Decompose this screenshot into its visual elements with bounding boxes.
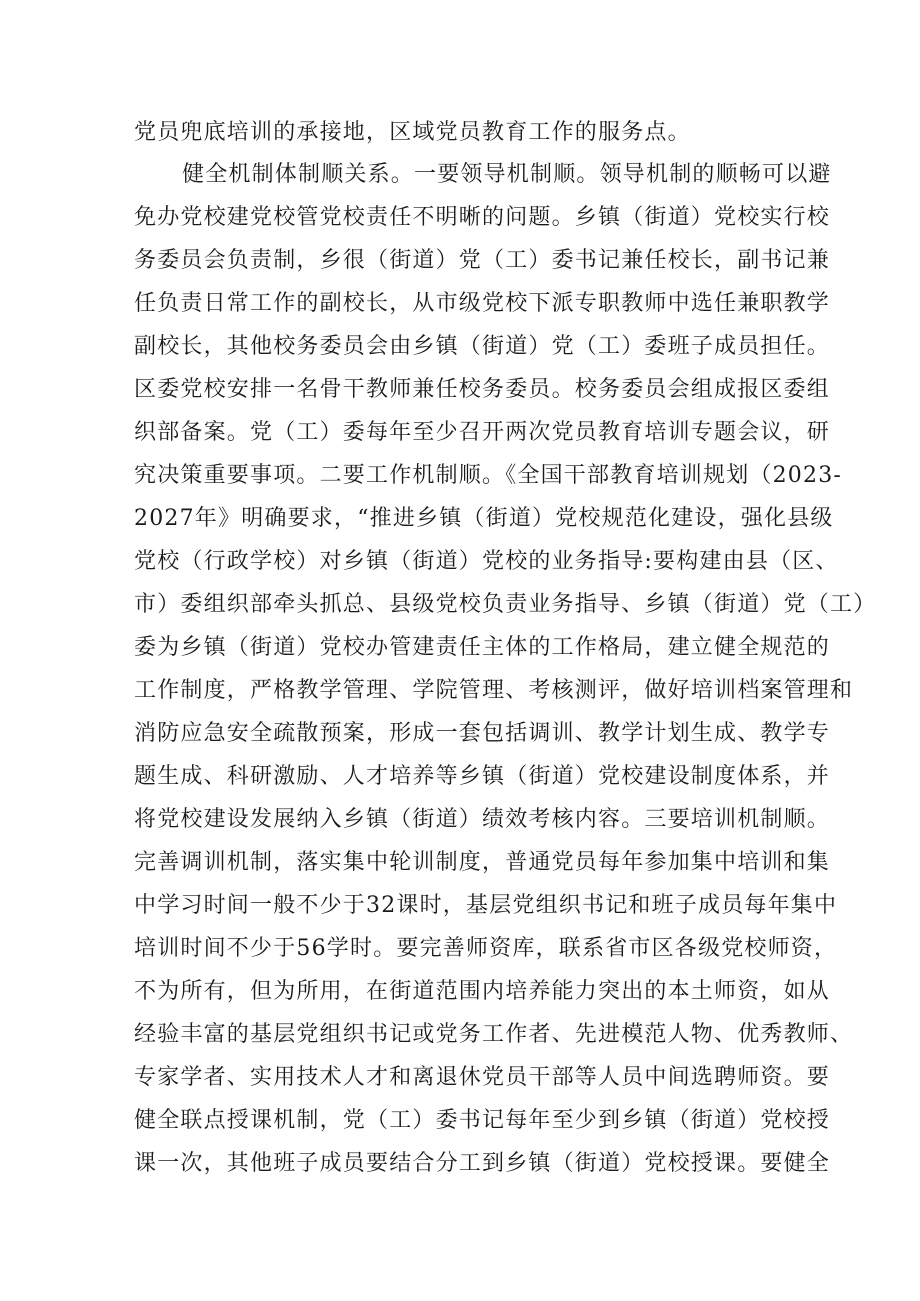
text-line: 消防应急安全疏散预案，形成一套包括调训、教学计划生成、教学专 <box>134 721 831 746</box>
text-line: 区委党校安排一名骨干教师兼任校务委员。校务委员会组成报区委组 <box>134 377 831 402</box>
text-line: 党员兜底培训的承接地，区域党员教育工作的服务点。 <box>134 120 691 145</box>
paragraph-first-line: 健全机制体制顺关系。一要领导机制顺。领导机制的顺畅可以避 <box>182 162 832 187</box>
text-line: 市）委组织部牵头抓总、县级党校负责业务指导、乡镇（街道）党（工） <box>134 592 877 617</box>
text-line: 经验丰富的基层党组织书记或党务工作者、先进模范人物、优秀教师、 <box>134 1022 854 1047</box>
text-line: 将党校建设发展纳入乡镇（街道）绩效考核内容。三要培训机制顺。 <box>134 807 831 832</box>
text-line: 健全联点授课机制，党（工）委书记每年至少到乡镇（街道）党校授 <box>134 1108 831 1133</box>
text-line: 专家学者、实用技术人才和离退休党员干部等人员中间选聘师资。要 <box>134 1065 831 1090</box>
text-line: 免办党校建党校管党校责任不明晰的问题。乡镇（街道）党校实行校 <box>134 205 831 230</box>
text-line: 工作制度，严格教学管理、学院管理、考核测评，做好培训档案管理和 <box>134 678 854 703</box>
text-line: 委为乡镇（街道）党校办管建责任主体的工作格局，建立健全规范的 <box>134 635 831 660</box>
text-line: 培训时间不少于56学时。要完善师资库，联系省市区各级党校师资， <box>134 936 838 961</box>
text-line: 任负责日常工作的副校长，从市级党校下派专职教师中选任兼职教学 <box>134 291 831 316</box>
text-line: 务委员会负责制，乡很（街道）党（工）委书记兼任校长，副书记兼 <box>134 248 831 273</box>
text-line: 副校长，其他校务委员会由乡镇（街道）党（工）委班子成员担任。 <box>134 334 831 359</box>
text-line: 2027年》明确要求，“推进乡镇（街道）党校规范化建设，强化县级 <box>134 506 834 531</box>
text-line: 题生成、科研激励、人才培养等乡镇（街道）党校建设制度体系，并 <box>134 764 831 789</box>
text-line: 课一次，其他班子成员要结合分工到乡镇（街道）党校授课。要健全 <box>134 1151 831 1176</box>
text-line: 完善调训机制，落实集中轮训制度，普通党员每年参加集中培训和集 <box>134 850 831 875</box>
text-line: 织部备案。党（工）委每年至少召开两次党员教育培训专题会议，研 <box>134 420 831 445</box>
text-line: 中学习时间一般不少于32课时，基层党组织书记和班子成员每年集中 <box>134 893 838 918</box>
text-line: 不为所有，但为所用，在街道范围内培养能力突出的本土师资，如从 <box>134 979 831 1004</box>
text-line: 究决策重要事项。二要工作机制顺。《全国干部教育培训规划（2023- <box>134 463 843 488</box>
text-line: 党校（行政学校）对乡镇（街道）党校的业务指导:要构建由县（区、 <box>134 549 839 574</box>
